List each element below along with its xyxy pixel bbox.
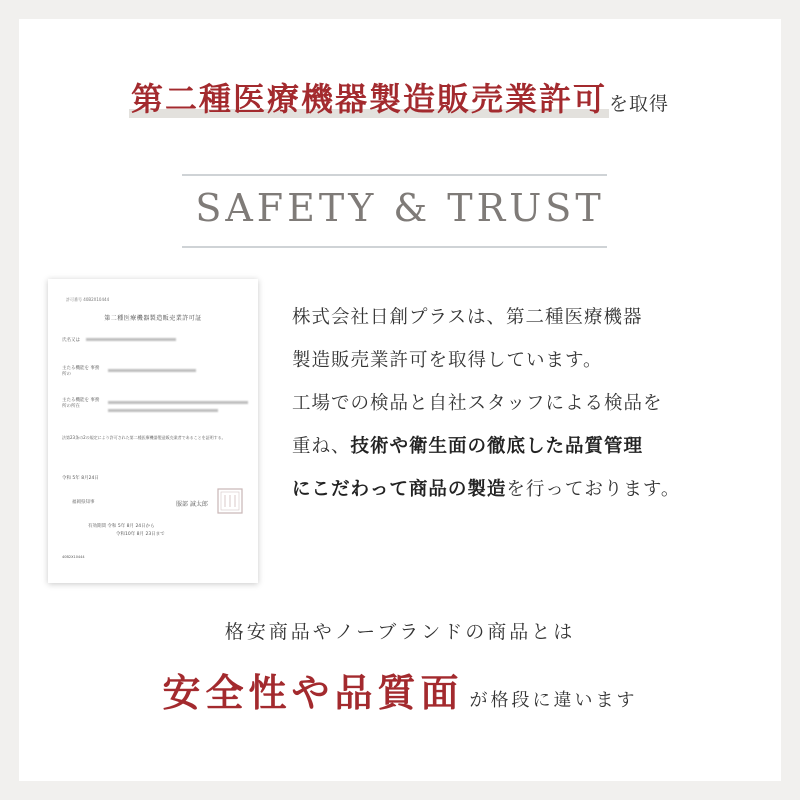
cert-title: 第二種医療機器製造販売業許可証: [104, 315, 202, 322]
desc-line-5-bold: にこだわって商品の製造: [292, 479, 507, 500]
desc-line-2: 製造販売業許可を取得しています。: [292, 350, 603, 371]
headline-suffix: を取得: [609, 93, 670, 115]
cert-number: 許可番号 40B2X10444: [66, 297, 110, 302]
desc-line-5-regular: を行っております。: [506, 479, 681, 500]
cert-row-name-label: 氏名又は: [62, 338, 80, 343]
headline-main: 第二種医療機器製造販売業許可: [131, 74, 607, 120]
cert-footer: 40B2X10444: [62, 555, 85, 559]
tagline-suffix: が格段に違います: [469, 690, 638, 711]
cert-date: 令和 5年 8月24日: [62, 476, 99, 481]
cert-valid-until: 令和10年 8月 23日まで: [116, 532, 165, 537]
desc-line-4-bold: 技術や衛生面の徹底した品質管理: [350, 436, 644, 457]
tagline-line-1: 格安商品やノーブランドの商品とは: [224, 621, 576, 643]
cert-row-office-label: 主たる機能を 事務所の: [62, 366, 100, 377]
cert-valid-from: 有効期間 令和 5年 8月 24日から: [88, 524, 155, 529]
cert-paragraph: 法第23条の2の規定により許可された第二種医療機器製造販売業者であることを証明する。: [62, 435, 226, 440]
headline: [0, 74, 800, 120]
tagline-emphasis: 安全性や品質面: [162, 670, 464, 715]
cert-row-address-label: 主たる機能を 事務所の所在: [62, 398, 100, 409]
cert-signature: 服部 誠太郎: [176, 501, 208, 508]
desc-line-1: 株式会社日創プラスは、第二種医療機器: [292, 307, 643, 328]
desc-line-4-regular: 重ね、: [292, 436, 351, 457]
safety-trust-title: SAFETY & TRUST: [195, 186, 605, 230]
cert-issuer: 福岡県知事: [72, 500, 95, 505]
desc-line-3: 工場での検品と自社スタッフによる検品を: [292, 393, 663, 414]
